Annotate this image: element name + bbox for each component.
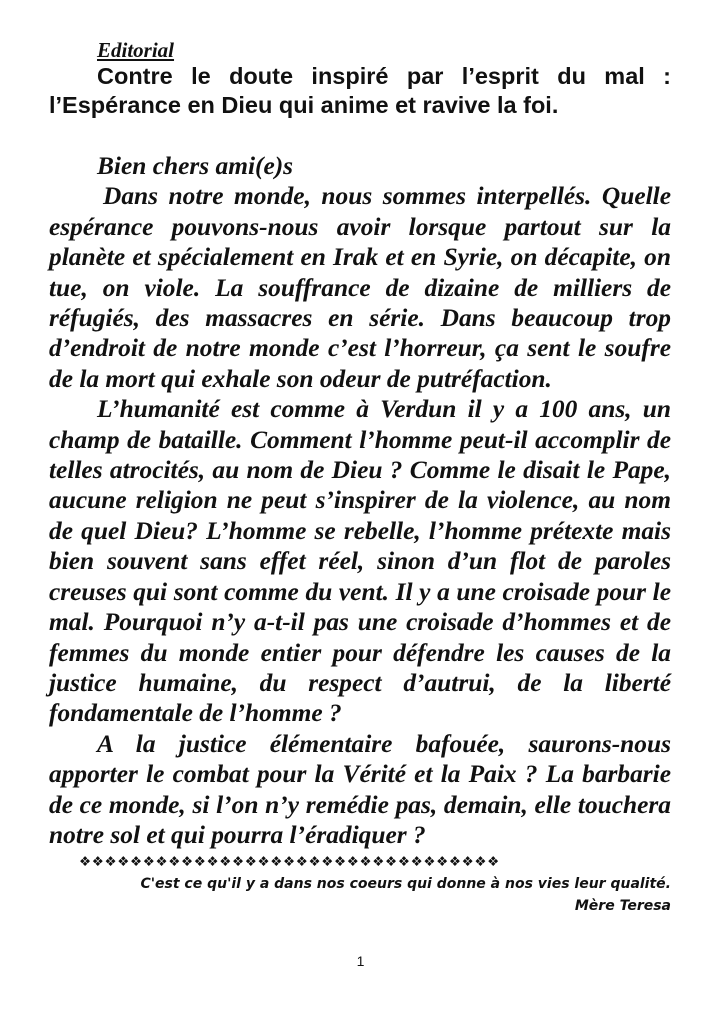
quote-author: Mère Teresa — [574, 898, 671, 915]
greeting: Bien chers ami(e)s — [97, 152, 294, 180]
closing-quote: C'est ce qu'il y a dans nos coeurs qui donne à nos vies leur qualité. — [140, 876, 671, 893]
paragraph-2: L’humanité est comme à Verdun il y a 100 ans, un champ de bataille. Comment l’homme peut-il accomplir de telles atrocités, au nom de Dieu ? Comme le disait le Pape, aucune religion ne peut s’inspirer de la violence, au nom de quel Dieu? L’homme se rebelle, l’homme prétexte mais bien souvent sans effet réel, sinon d’un flot de paroles creuses qui sont comme du vent. Il y a une croisade pour le mal. Pourquoi n’y a-t-il pas une croisade d’hommes et de femmes du monde entier pour défendre les causes de la justice humaine, du respect d’autrui, de la liberté fondamentale de l’homme ? — [49, 395, 671, 728]
headline: Contre le doute inspiré par l’esprit du mal : l’Espérance en Dieu qui anime et ravive la foi. — [49, 63, 671, 118]
paragraph-3: A la justice élémentaire bafouée, saurons-nous apporter le combat pour la Vérité et la Paix ? La barbarie de ce monde, si l’on n’y remédie pas, demain, elle touchera notre sol et qui pourra l’éradiquer ? — [49, 729, 671, 849]
editorial-page — [49, 38, 671, 917]
page-number: 1 — [356, 953, 365, 969]
section-label: Editorial — [97, 38, 175, 62]
paragraph-1: Dans notre monde, nous sommes interpellés. Quelle espérance pouvons-nous avoir lorsque partout sur la planète et spécialement en Irak et en Syrie, on décapite, on tue, on viole. La souffrance de dizaine de milliers de réfugiés, des massacres en série. Dans beaucoup trop d’endroit de notre monde c’est l’horreur, ça sent le soufre de la mort qui exhale son odeur de putréfaction. — [49, 182, 671, 393]
ornament-divider: ❖❖❖❖❖❖❖❖❖❖❖❖❖❖❖❖❖❖❖❖❖❖❖❖❖❖❖❖❖❖❖❖❖ — [79, 854, 500, 871]
